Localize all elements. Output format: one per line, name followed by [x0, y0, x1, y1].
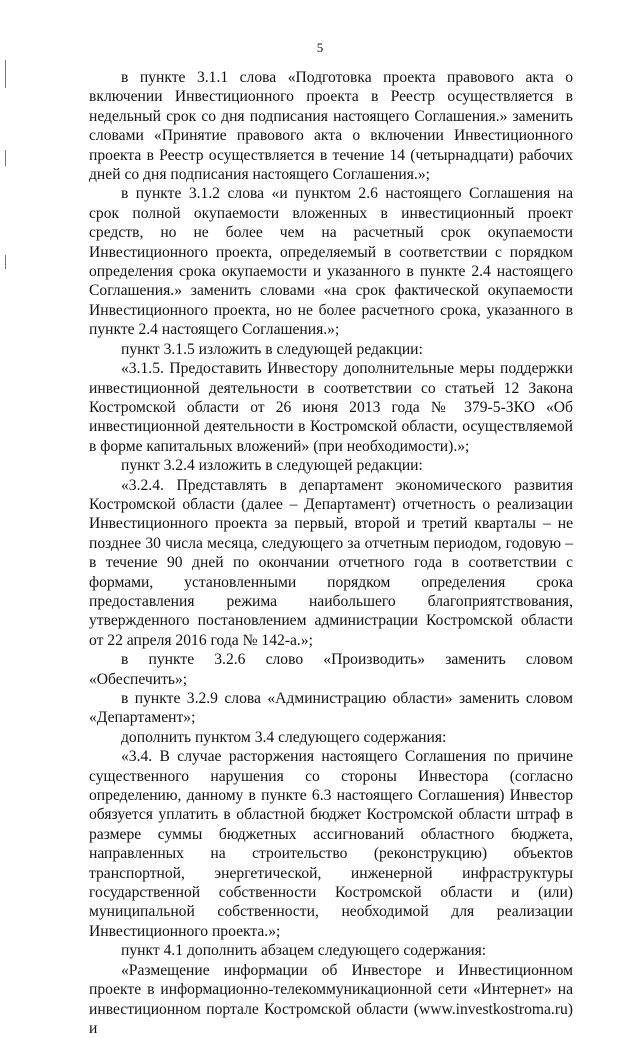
paragraph-3-2-6: в пункте 3.2.6 слово «Производить» заменить словом «Обеспечить»; — [89, 651, 573, 688]
paragraph-4-1-intro: пункт 4.1 дополнить абзацем следующего содержания: — [121, 942, 487, 960]
page-number: 5 — [316, 40, 324, 55]
paragraph-3-1-5-intro: пункт 3.1.5 изложить в следующей редакции: — [121, 340, 423, 358]
paragraph-3-2-4: «3.2.4. Представлять в департамент экономического развития Костромской области (далее – Департамент) отчетность о реализации Инвестиционного проекта за первый, второй и третий кварталы – не позднее 30 числа месяца, следующего за отчетным периодом, годовую – в течение 90 дней по окончании отчетного года в соответствии с формами, установленными порядком определения срока предоставления режима наибольшего благоприятствования, утвержденного постановлением администрации Костромской области от 22 апреля 2016 года № 142-а.»; — [89, 476, 573, 649]
margin-mark — [5, 60, 6, 88]
paragraph-3-1-5: «3.1.5. Предоставить Инвестору дополнительные меры поддержки инвестиционной деятельности в соответствии со статьей 12 Закона Костромской области от 26 июня 2013 года № 379-5-ЗКО «Об инвестиционной деятельности в Костромской области, осуществляемой в форме капитальных вложений» (при необходимости).»; — [89, 360, 573, 455]
paragraph-3-4-intro: дополнить пунктом 3.4 следующего содержания: — [121, 728, 447, 746]
document-body — [89, 68, 573, 1038]
paragraph-3-2-9: в пункте 3.2.9 слова «Администрацию области» заменить словом «Департамент»; — [89, 690, 573, 727]
paragraph-3-1-1: в пункте 3.1.1 слова «Подготовка проекта правового акта о включении Инвестиционного проекта в Реестр осуществляется в недельный срок со дня подписания настоящего Соглашения.» заменить словами «Принятие правового акта о включении Инвестиционного проекта в Реестр осуществляется в течение 14 (четырнадцати) рабочих дней со дня подписания настоящего Соглашения.»; — [89, 69, 573, 184]
margin-mark — [5, 150, 6, 166]
margin-mark — [5, 255, 6, 269]
paragraph-4-1-addition: «Размещение информации об Инвесторе и Инвестиционном проекте в информационно-телекоммуникационной сети «Интернет» на инвестиционном портале Костромской области (www.investkostroma.ru) и — [89, 961, 573, 1037]
paragraph-3-2-4-intro: пункт 3.2.4 изложить в следующей редакции: — [121, 457, 423, 475]
paragraph-3-1-2: в пункте 3.1.2 слова «и пунктом 2.6 настоящего Соглашения на срок полной окупаемости вложенных в инвестиционный проект средств, но не более чем на расчетный срок окупаемости Инвестиционного проекта, определяемый в соответствии с порядком определения срока окупаемости и указанного в пункте 2.4 настоящего Соглашения.» заменить словами «на срок фактической окупаемости Инвестиционного проекта, но не более расчетного срока, указанного в пункте 2.4 настоящего Соглашения.»; — [89, 185, 573, 339]
paragraph-3-4: «3.4. В случае расторжения настоящего Соглашения по причине существенного нарушения со стороны Инвестора (согласно определению, данному в пункте 6.3 настоящего Соглашения) Инвестор обязуется уплатить в областной бюджет Костромской области штраф в размере суммы бюджетных ассигнований областного бюджета, направленных на строительство (реконструкцию) объектов транспортной, энергетической, инженерной инфраструктуры государственной собственности Костромской области и (или) муниципальной собственности, необходимой для реализации Инвестиционного проекта.»; — [89, 748, 573, 940]
